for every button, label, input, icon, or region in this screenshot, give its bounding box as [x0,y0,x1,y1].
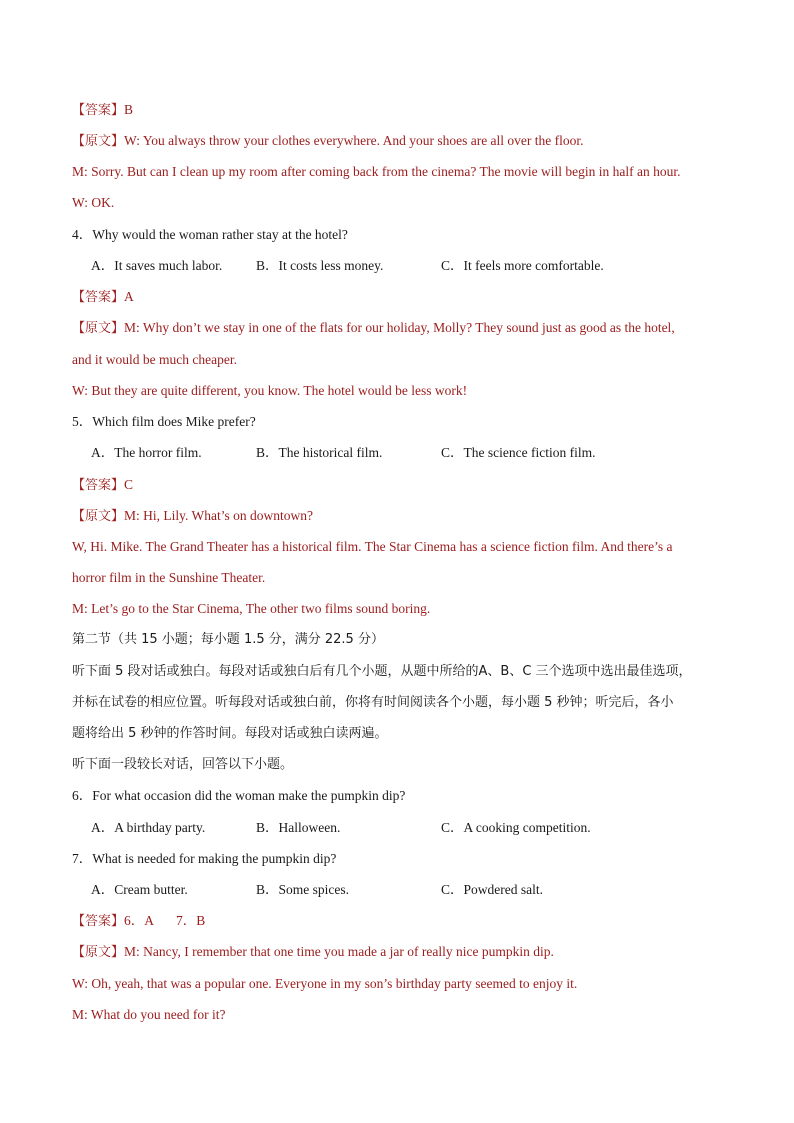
q5-options [91,442,734,464]
q4-answer-line [72,286,734,308]
q5-transcript-2: W, Hi. Mike. The Grand Theater has a historical film. The Star Cinema has a science fiction film. And there’s a [72,539,673,554]
q5-option-a: A．The horror film. [91,445,202,460]
transcript-tag: 【原文】 [72,509,125,524]
q3-answer: B [124,102,134,117]
q3-transcript-3: W: OK. [72,195,115,210]
section2-heading: 第二节（共 15 小题；每小题 1.5 分，满分 22.5 分） [72,632,384,647]
q6-option-c: C．A cooking competition. [441,820,591,835]
q7-option-a: A．Cream butter. [91,882,188,897]
q6-7-transcript-line-1 [72,941,734,963]
transcript-tag: 【原文】 [72,945,125,960]
answer-tag: 【答案】 [72,290,125,305]
q6-7-transcript-2: W: Oh, yeah, that was a popular one. Everyone in my son’s birthday party seemed to enjoy it. [72,976,578,991]
q4-option-a: A．It saves much labor. [91,258,223,273]
q6-7-answer-line [72,910,734,932]
q4-question: 4．Why would the woman rather stay at the hotel? [72,227,348,242]
q5-transcript-1: M: Hi, Lily. What’s on downtown? [124,508,314,523]
q6-7-transcript-3: M: What do you need for it? [72,1007,226,1022]
q4-option-b: B．It costs less money. [256,258,384,273]
answer-tag: 【答案】 [72,914,125,929]
q3-answer-line [72,99,734,121]
q5-transcript-3: horror film in the Sunshine Theater. [72,570,266,585]
q6-option-b: B．Halloween. [256,820,341,835]
q7-options [91,879,734,901]
q6-options [91,817,734,839]
q3-transcript-2: M: Sorry. But can I clean up my room after coming back from the cinema? The movie will begin in half an hour. [72,164,681,179]
section2-instruction-2: 并标在试卷的相应位置。听每段对话或独白前，你将有时间阅读各个小题，每小题 5 秒钟；听完后，各小 [72,695,674,710]
transcript-tag: 【原文】 [72,134,125,149]
q4-answer: A [124,289,134,304]
transcript-tag: 【原文】 [72,321,125,336]
q5-answer-line [72,474,734,496]
section2-sub-instruction: 听下面一段较长对话，回答以下小题。 [72,757,294,772]
section2-instruction-1: 听下面 5 段对话或独白。每段对话或独白后有几个小题，从题中所给的A、B、C 三个选项中选出最佳选项， [72,664,692,679]
q5-question: 5．Which film does Mike prefer? [72,414,256,429]
q5-answer: C [124,477,134,492]
q4-transcript-3: W: But they are quite different, you know. The hotel would be less work! [72,383,468,398]
q7-answer: 7．B [176,913,206,928]
q5-option-b: B．The historical film. [256,445,383,460]
q4-transcript-2: and it would be much cheaper. [72,352,237,367]
q6-7-transcript-1: M: Nancy, I remember that one time you made a jar of really nice pumpkin dip. [124,944,554,959]
answer-tag: 【答案】 [72,103,125,118]
q7-option-c: C．Powdered salt. [441,882,543,897]
q6-answer: 6．A [124,913,155,928]
q5-option-c: C．The science fiction film. [441,445,596,460]
q4-transcript-line-1 [72,317,734,339]
q4-option-c: C．It feels more comfortable. [441,258,604,273]
q4-options [91,255,734,277]
q5-transcript-line-1 [72,505,734,527]
answer-tag: 【答案】 [72,478,125,493]
q4-transcript-1: M: Why don’t we stay in one of the flats for our holiday, Molly? They sound just as good as the hotel, [124,320,675,335]
q5-transcript-4: M: Let’s go to the Star Cinema, The other two films sound boring. [72,601,431,616]
q7-question: 7．What is needed for making the pumpkin dip? [72,851,337,866]
q3-transcript-line-1 [72,130,734,152]
q6-option-a: A．A birthday party. [91,820,206,835]
q7-option-b: B．Some spices. [256,882,349,897]
section2-instruction-3: 题将给出 5 秒钟的作答时间。每段对话或独白读两遍。 [72,726,388,741]
q3-transcript-1: W: You always throw your clothes everywhere. And your shoes are all over the floor. [124,133,584,148]
q6-question: 6．For what occasion did the woman make the pumpkin dip? [72,788,406,803]
